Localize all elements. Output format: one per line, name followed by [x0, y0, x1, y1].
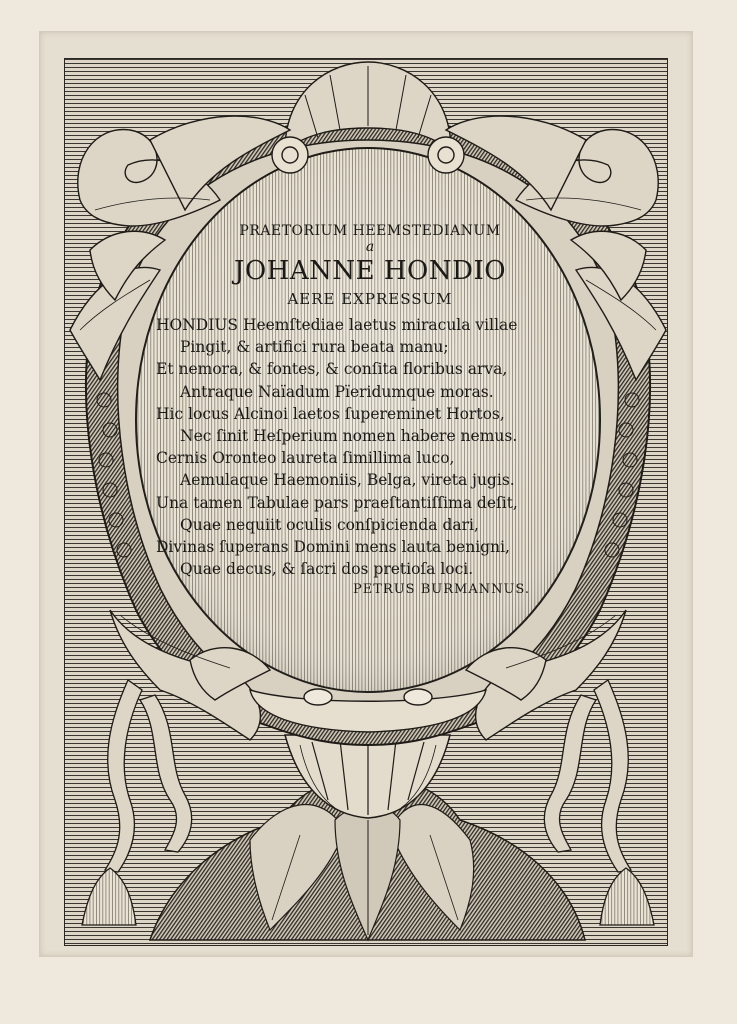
- verse-line: Nec ſinit Heſperium nomen habere nemus.: [180, 427, 518, 446]
- verse-line: HONDIUS Heemſtediae laetus miracula villae: [156, 316, 518, 334]
- inscription: [150, 222, 590, 597]
- heading-a: a: [365, 239, 375, 255]
- verse-line: Quae decus, & ſacri dos pretioſa loci.: [180, 560, 474, 579]
- verse-line: Quae nequiit oculis conſpicienda dari,: [180, 515, 479, 534]
- verse-line: Antraque Naïadum Pïeridumque moras.: [180, 382, 494, 401]
- heading-praetorium: PRAETORIUM HEEMSTEDIANUM: [239, 223, 501, 239]
- verse-line: Aemulaque Haemoniis, Belga, vireta jugis.: [180, 471, 515, 490]
- verse-line: Hic locus Alcinoi laetos ſupereminet Hortos,: [156, 404, 505, 423]
- verse-line: Pingit, & artifici rura beata manu;: [180, 338, 449, 357]
- verse-line: Cernis Oronteo laureta ſimillima luco,: [156, 449, 455, 468]
- verse-line: Et nemora, & fontes, & conſita floribus arva,: [156, 360, 508, 379]
- verse-block: [150, 314, 590, 580]
- heading-johanne-hondio: JOHANNE HONDIO: [233, 256, 507, 286]
- signature-petrus-burmannus: PETRUS BURMANNUS.: [353, 582, 530, 598]
- heading-aere-expressum: AERE EXPRESSUM: [287, 290, 453, 308]
- verse-line: Una tamen Tabulae pars praeſtantiſſima deſit,: [156, 493, 518, 512]
- verse-line: Divinas ſuperans Domini mens lauta benigni,: [156, 538, 510, 557]
